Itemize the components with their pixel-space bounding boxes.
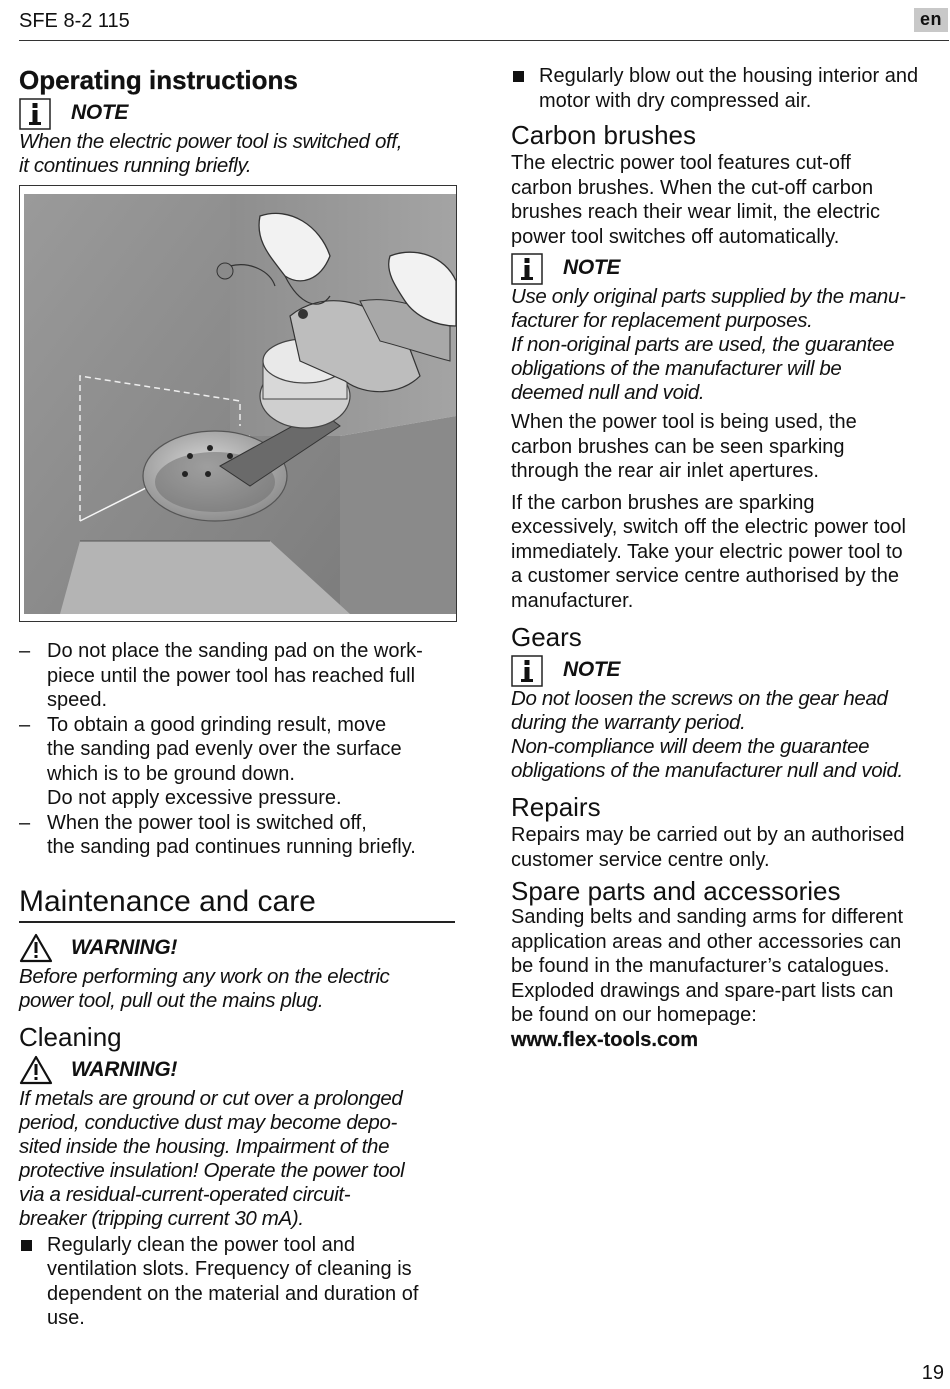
list-item-line: ventilation slots. Frequency of cleaning is [47,1258,412,1280]
paragraph-line: Sanding belts and sanding arms for different [511,906,904,928]
repairs-heading: Repairs [511,792,601,822]
list-item-line: Do not place the sanding pad on the work- [47,640,423,662]
gears-heading: Gears [511,622,582,652]
warning-triangle-icon [19,1055,49,1085]
list-item-line: motor with dry compressed air. [539,89,812,112]
note-text-line: Use only original parts supplied by the manu- [511,285,906,308]
list-item-line: When the power tool is switched off, [47,811,367,834]
language-badge: en [914,8,948,32]
square-bullet [511,64,539,113]
list-item [19,811,455,860]
warning-label: WARNING! [71,935,178,959]
paragraph-line: Exploded drawings and spare-part lists can [511,979,894,1002]
maintenance-heading: Maintenance and care [19,884,455,923]
paragraph-line: through the rear air inlet apertures. [511,460,819,482]
carbon-brushes-heading: Carbon brushes [511,120,696,150]
paragraph-line: manufacturer. [511,589,634,612]
paragraph-line: be found on our homepage: [511,1004,757,1026]
list-item-line: dependent on the material and duration of [47,1282,419,1305]
note-label: NOTE [563,658,621,681]
dash-marker: – [19,811,31,834]
paragraph-line: The electric power tool features cut-off [511,152,851,174]
note-header [511,251,947,285]
document-model-code: SFE 8-2 115 [19,10,130,32]
warning-label: WARNING! [71,1057,178,1081]
list-item-line: speed. [47,689,108,711]
note-text-line: obligations of the manufacturer null and void. [511,759,903,782]
right-column [511,64,947,1052]
note-text-line: it continues running briefly. [19,154,252,177]
warning-text-line: sited inside the housing. Impairment of the [19,1134,390,1158]
paragraph-line: application areas and other accessories can [511,930,902,953]
note-text-line: Do not loosen the screws on the gear head [511,687,888,710]
warning-text-line: If metals are ground or cut over a prolonged [19,1086,403,1110]
list-item-line: To obtain a good grinding result, move [47,713,387,736]
paragraph-line: If the carbon brushes are sparking [511,491,815,514]
note-header [511,653,947,687]
warning-text-line: via a residual-current-operated circuit- [19,1182,351,1206]
list-item [19,1233,455,1331]
warning-triangle-icon [19,933,49,963]
paragraph-line: brushes reach their wear limit, the electric [511,201,881,223]
warning-header [19,931,455,965]
note-header [19,96,455,130]
note-text-line: during the warranty period. [511,711,746,734]
note-label: NOTE [71,101,129,124]
paragraph-line: carbon brushes. When the cut-off carbon [511,176,874,199]
left-column [19,64,455,1331]
sanding-illustration [19,185,457,622]
info-icon [511,655,541,685]
list-item [19,713,455,811]
note-text-line: facturer for replacement purposes. [511,309,813,332]
info-icon [19,98,49,128]
paragraph-line: carbon brushes can be seen sparking [511,435,845,458]
list-item-line: piece until the power tool has reached full [47,664,416,687]
list-item-line: which is to be ground down. [47,762,295,785]
note-text-line: When the electric power tool is switched off, [19,130,403,153]
homepage-link[interactable]: www.flex-tools.com [511,1028,699,1051]
warning-header [19,1053,455,1087]
square-bullet [19,1233,47,1331]
warning-text-line: breaker (tripping current 30 mA). [19,1206,304,1230]
header-divider [19,40,949,41]
paragraph-line: immediately. Take your electric power tool to [511,540,903,563]
operating-instructions-heading: Operating instructions [19,65,298,95]
paragraph-line: be found in the manufacturer’s catalogues. [511,955,890,977]
dash-marker: – [19,640,31,662]
warning-text-line: period, conductive dust may become depo- [19,1110,398,1134]
paragraph-line: When the power tool is being used, the [511,411,857,433]
list-item [19,639,455,713]
paragraph-line: power tool switches off automatically. [511,225,840,248]
list-item-line: the sanding pad continues running briefly. [47,836,416,858]
paragraph-line: excessively, switch off the electric power tool [511,516,906,538]
paragraph-line: Repairs may be carried out by an authorised [511,824,905,846]
warning-text-line: power tool, pull out the mains plug. [19,988,324,1012]
dash-marker: – [19,713,31,736]
grinder-on-wall-illustration [20,186,456,621]
page-number: 19 [921,1362,944,1384]
note-text-line: If non-original parts are used, the guarantee [511,333,895,356]
list-item [511,64,947,113]
note-text-line: Non-compliance will deem the guarantee [511,735,870,758]
cleaning-heading: Cleaning [19,1021,122,1052]
paragraph-line: customer service centre only. [511,848,770,871]
info-icon [511,253,541,283]
list-item-line: Regularly clean the power tool and [47,1233,355,1256]
list-item-line: Regularly blow out the housing interior and [539,65,919,87]
list-item-line: the sanding pad evenly over the surface [47,738,402,760]
paragraph-line: a customer service centre authorised by the [511,565,899,587]
warning-text-line: protective insulation! Operate the power tool [19,1158,405,1182]
note-label: NOTE [563,256,621,279]
list-item-line: Do not apply excessive pressure. [47,787,342,809]
note-text-line: obligations of the manufacturer will be [511,357,842,380]
note-text-line: deemed null and void. [511,381,705,404]
list-item-line: use. [47,1307,85,1329]
warning-text-line: Before performing any work on the electric [19,964,390,988]
spare-parts-heading: Spare parts and accessories [511,876,841,906]
